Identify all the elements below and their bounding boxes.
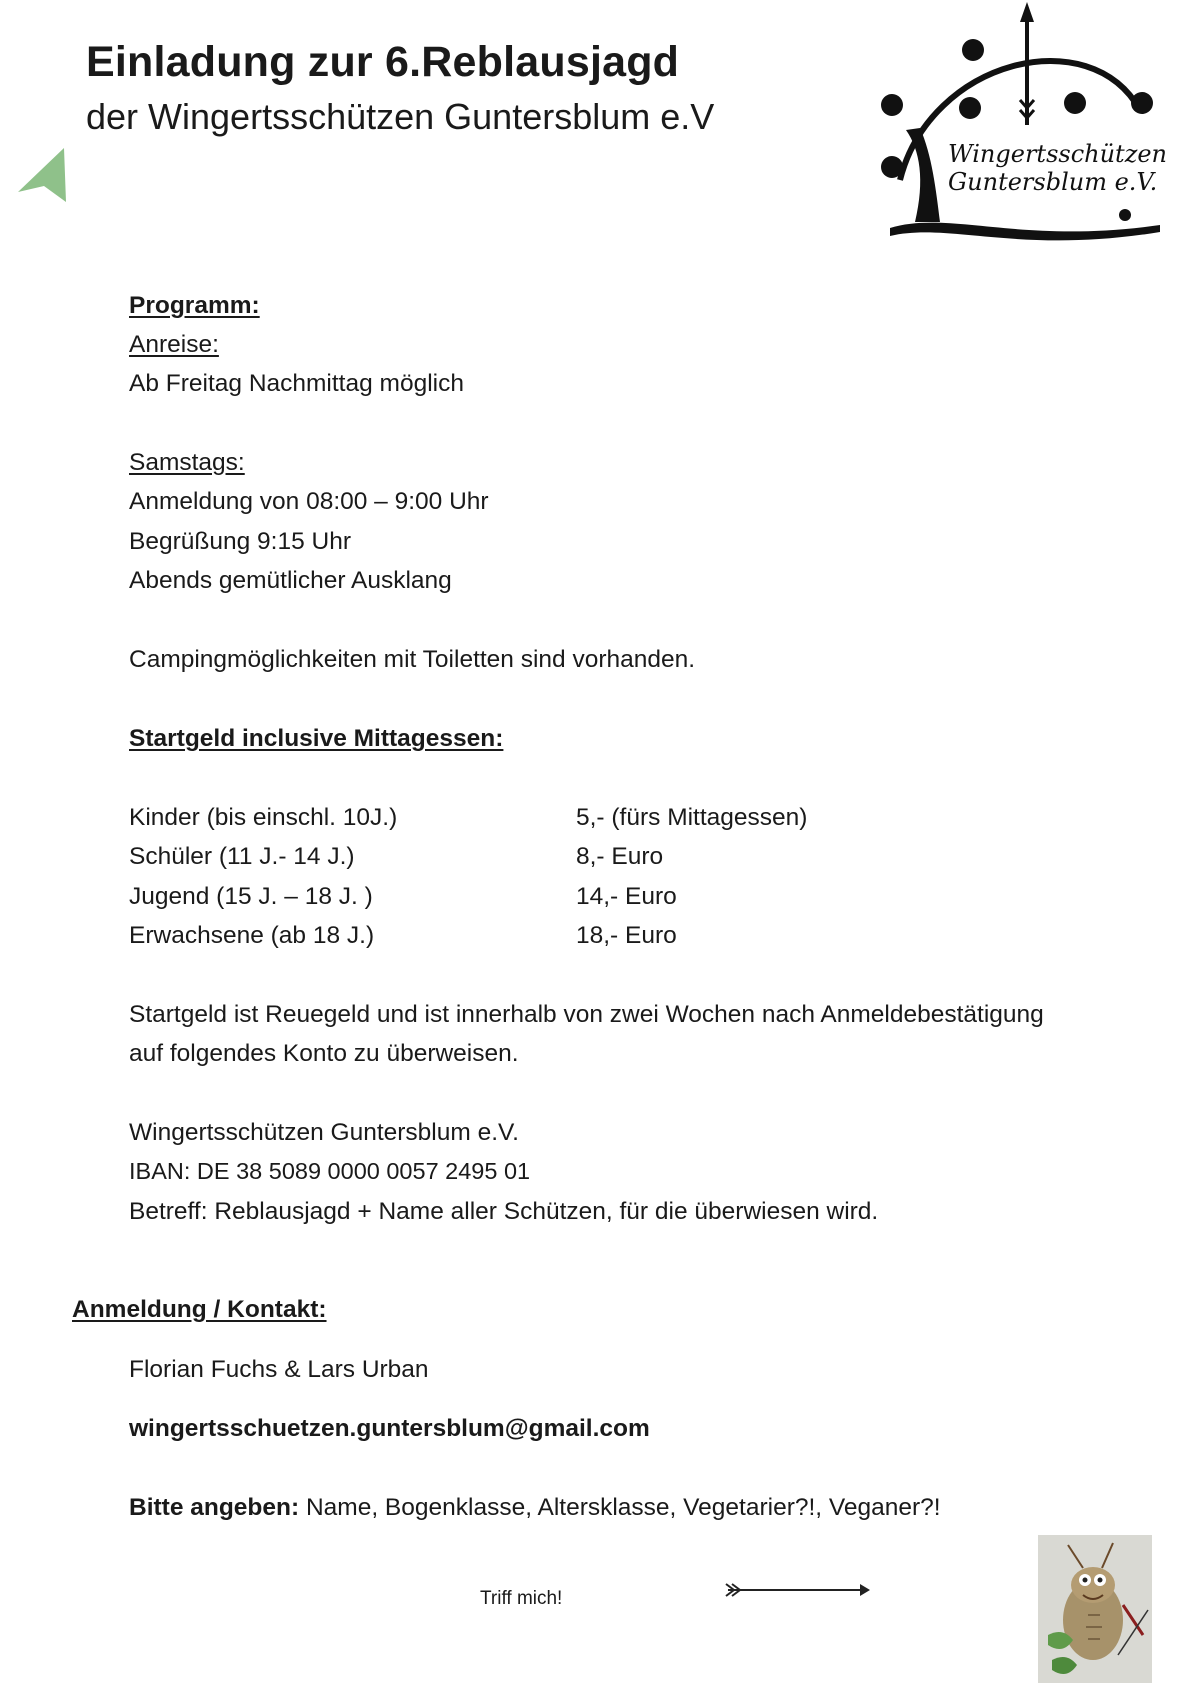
bank-reference: Betreff: Reblausjagd + Name aller Schützen, für die überwiesen wird. [129,1198,879,1225]
club-logo [870,0,1170,255]
arrow-icon [720,1578,870,1602]
fee-note: auf folgendes Konto zu überweisen. [129,1040,519,1067]
logo-text-line1: Wingertsschützen [948,140,1167,168]
triff-mich-label: Triff mich! [480,1588,563,1609]
beetle-icon [1038,1535,1152,1683]
page-title: Einladung zur 6.Reblausjagd [86,38,680,86]
fee-group: Kinder (bis einschl. 10J.) [129,804,398,831]
please-text: Name, Bogenklasse, Altersklasse, Vegetarier?!, Veganer?! [299,1494,941,1521]
mascot-image[interactable] [1038,1535,1152,1683]
fee-price: 5,- (fürs Mittagessen) [576,804,808,831]
bank-holder: Wingertsschützen Guntersblum e.V. [129,1119,519,1146]
saturday-item: Begrüßung 9:15 Uhr [129,528,351,555]
fee-note: Startgeld ist Reuegeld und ist innerhalb von zwei Wochen nach Anmeldebestätigung [129,1001,1044,1028]
page-subtitle: der Wingertsschützen Guntersblum e.V [86,96,715,137]
camping-text: Campingmöglichkeiten mit Toiletten sind vorhanden. [129,646,696,673]
please-provide [129,1488,941,1528]
contact-heading: Anmeldung / Kontakt: [72,1296,327,1323]
arrival-label: Anreise: [129,331,219,358]
fee-price: 14,- Euro [576,883,677,910]
fees-heading: Startgeld inclusive Mittagessen: [129,725,504,752]
saturday-item: Abends gemütlicher Ausklang [129,567,452,594]
fee-group: Schüler (11 J.- 14 J.) [129,843,355,870]
fee-group: Jugend (15 J. – 18 J. ) [129,883,373,910]
fee-group: Erwachsene (ab 18 J.) [129,922,375,949]
fee-price: 18,- Euro [576,922,677,949]
bank-iban: IBAN: DE 38 5089 0000 0057 2495 01 [129,1158,531,1184]
logo-text-line2: Guntersblum e.V. [948,168,1158,196]
contact-names: Florian Fuchs & Lars Urban [129,1356,429,1383]
corner-arrow-icon [16,146,68,204]
program-heading: Programm: [129,292,260,319]
contact-email[interactable]: wingertsschuetzen.guntersblum@gmail.com [129,1415,650,1442]
saturday-item: Anmeldung von 08:00 – 9:00 Uhr [129,488,489,515]
saturday-label: Samstags: [129,449,245,476]
fee-price: 8,- Euro [576,843,664,870]
please-label: Bitte angeben: [129,1494,300,1521]
arrival-text: Ab Freitag Nachmittag möglich [129,370,464,397]
